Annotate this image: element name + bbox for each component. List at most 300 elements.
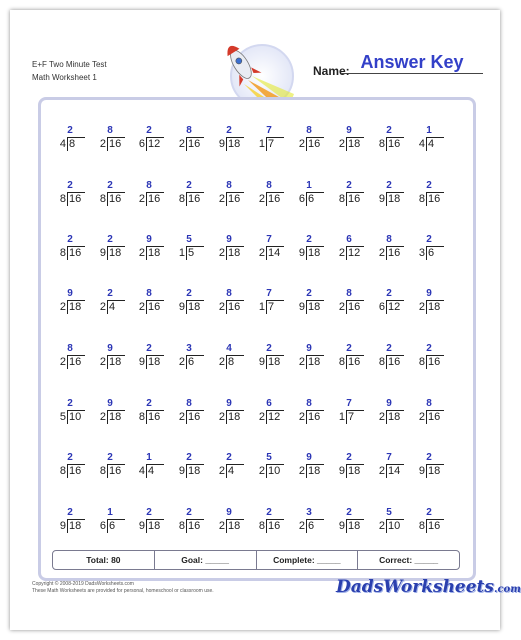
dividend: 18 bbox=[308, 301, 321, 313]
dividend: 16 bbox=[148, 411, 161, 423]
division-problem bbox=[329, 452, 369, 482]
logo-suffix: .com bbox=[493, 584, 521, 595]
dividend: 16 bbox=[428, 356, 441, 368]
dividend: 16 bbox=[69, 247, 82, 259]
divisor: 2 bbox=[298, 356, 305, 368]
division-problem bbox=[169, 452, 209, 482]
division-problem bbox=[129, 507, 169, 537]
complete-field: Complete: _____ bbox=[256, 551, 358, 569]
division-problem bbox=[369, 234, 409, 264]
divisor: 2 bbox=[99, 138, 106, 150]
dividend: 12 bbox=[388, 301, 401, 313]
divisor: 9 bbox=[178, 301, 185, 313]
divisor: 2 bbox=[338, 138, 345, 150]
quotient-answer: 2 bbox=[426, 180, 432, 191]
division-problem bbox=[409, 343, 449, 373]
division-problem bbox=[129, 343, 169, 373]
divisor: 4 bbox=[418, 138, 425, 150]
divisor: 6 bbox=[138, 138, 145, 150]
divisor: 9 bbox=[59, 520, 66, 532]
divisor: 2 bbox=[218, 411, 225, 423]
divisor: 8 bbox=[258, 520, 265, 532]
quotient-answer: 2 bbox=[426, 343, 432, 354]
name-line bbox=[341, 73, 483, 74]
quotient-answer: 2 bbox=[67, 452, 73, 463]
dividend: 18 bbox=[428, 301, 441, 313]
dividend: 16 bbox=[268, 520, 281, 532]
quotient-answer: 5 bbox=[186, 234, 192, 245]
divisor: 8 bbox=[178, 520, 185, 532]
divisor: 9 bbox=[218, 138, 225, 150]
dividend: 18 bbox=[348, 465, 361, 477]
divisor: 9 bbox=[378, 193, 385, 205]
divisor: 2 bbox=[258, 411, 265, 423]
quotient-answer: 2 bbox=[67, 507, 73, 518]
quotient-answer: 2 bbox=[226, 452, 232, 463]
division-problem bbox=[209, 125, 249, 155]
quotient-answer: 2 bbox=[146, 125, 152, 136]
dividend: 6 bbox=[428, 247, 435, 259]
dividend: 16 bbox=[109, 465, 122, 477]
division-problem bbox=[249, 507, 289, 537]
quotient-answer: 8 bbox=[346, 288, 352, 299]
dividend: 18 bbox=[148, 356, 161, 368]
quotient-answer: 8 bbox=[186, 398, 192, 409]
quotient-answer: 2 bbox=[426, 507, 432, 518]
dividend: 16 bbox=[188, 138, 201, 150]
usage-line: These Math Worksheets are provided for personal, homeschool or classroom use. bbox=[32, 588, 214, 594]
division-problem bbox=[329, 507, 369, 537]
quotient-answer: 7 bbox=[266, 288, 272, 299]
quotient-answer: 9 bbox=[146, 234, 152, 245]
dividend: 18 bbox=[348, 520, 361, 532]
dividend: 16 bbox=[69, 356, 82, 368]
division-problem bbox=[369, 180, 409, 210]
quotient-answer: 2 bbox=[226, 125, 232, 136]
division-problem bbox=[329, 343, 369, 373]
divisor: 9 bbox=[298, 301, 305, 313]
quotient-answer: 2 bbox=[186, 288, 192, 299]
division-problem bbox=[249, 180, 289, 210]
divisor: 9 bbox=[338, 465, 345, 477]
divisor: 9 bbox=[418, 465, 425, 477]
division-problem bbox=[209, 452, 249, 482]
quotient-answer: 8 bbox=[266, 180, 272, 191]
divisor: 8 bbox=[338, 356, 345, 368]
divisor: 2 bbox=[218, 193, 225, 205]
total-field: Total: 80 bbox=[86, 555, 121, 565]
divisor: 5 bbox=[59, 411, 66, 423]
division-problem bbox=[409, 452, 449, 482]
quotient-answer: 9 bbox=[426, 288, 432, 299]
divisor: 8 bbox=[59, 247, 66, 259]
divisor: 6 bbox=[378, 301, 385, 313]
dadsworksheets-logo bbox=[336, 577, 521, 597]
division-problem bbox=[369, 452, 409, 482]
dividend: 16 bbox=[268, 193, 281, 205]
division-problem bbox=[249, 288, 289, 318]
quotient-answer: 4 bbox=[226, 343, 232, 354]
dividend: 16 bbox=[308, 411, 321, 423]
dividend: 18 bbox=[308, 247, 321, 259]
quotient-answer: 2 bbox=[107, 234, 113, 245]
quotient-answer: 8 bbox=[226, 180, 232, 191]
division-problem bbox=[129, 398, 169, 428]
divisor: 4 bbox=[59, 138, 66, 150]
divisor: 9 bbox=[138, 356, 145, 368]
quotient-answer: 2 bbox=[266, 507, 272, 518]
quotient-answer: 2 bbox=[67, 125, 73, 136]
divisor: 2 bbox=[258, 193, 265, 205]
quotient-answer: 8 bbox=[306, 398, 312, 409]
dividend: 16 bbox=[69, 193, 82, 205]
divisor: 4 bbox=[138, 465, 145, 477]
divisor: 2 bbox=[298, 138, 305, 150]
division-problem bbox=[50, 398, 90, 428]
division-problem bbox=[289, 452, 329, 482]
quotient-answer: 2 bbox=[107, 180, 113, 191]
quotient-answer: 8 bbox=[386, 234, 392, 245]
division-problem bbox=[289, 125, 329, 155]
divisor: 2 bbox=[298, 465, 305, 477]
division-problem bbox=[90, 180, 130, 210]
dividend: 8 bbox=[228, 356, 235, 368]
division-problem bbox=[129, 125, 169, 155]
division-problem bbox=[50, 343, 90, 373]
quotient-answer: 7 bbox=[266, 234, 272, 245]
divisor: 8 bbox=[418, 520, 425, 532]
quotient-answer: 8 bbox=[146, 180, 152, 191]
dividend: 10 bbox=[69, 411, 82, 423]
dividend: 12 bbox=[268, 411, 281, 423]
divisor: 2 bbox=[338, 301, 345, 313]
dividend: 16 bbox=[348, 356, 361, 368]
dividend: 18 bbox=[109, 411, 122, 423]
division-problem bbox=[50, 452, 90, 482]
dividend: 18 bbox=[388, 411, 401, 423]
divisor: 9 bbox=[99, 247, 106, 259]
dividend: 18 bbox=[109, 356, 122, 368]
dividend: 4 bbox=[428, 138, 435, 150]
division-problem bbox=[329, 234, 369, 264]
divisor: 2 bbox=[218, 247, 225, 259]
quotient-answer: 8 bbox=[186, 125, 192, 136]
dividend: 16 bbox=[188, 411, 201, 423]
dividend: 4 bbox=[228, 465, 235, 477]
division-problem bbox=[209, 288, 249, 318]
division-problem bbox=[409, 234, 449, 264]
division-problem bbox=[129, 452, 169, 482]
divisor: 2 bbox=[338, 247, 345, 259]
division-problem bbox=[90, 288, 130, 318]
division-problem bbox=[289, 507, 329, 537]
quotient-answer: 1 bbox=[107, 507, 113, 518]
divisor: 2 bbox=[218, 356, 225, 368]
division-problem bbox=[249, 452, 289, 482]
dividend: 16 bbox=[148, 193, 161, 205]
dividend: 6 bbox=[308, 193, 315, 205]
quotient-answer: 2 bbox=[426, 234, 432, 245]
dividend: 18 bbox=[228, 247, 241, 259]
division-problem bbox=[369, 398, 409, 428]
division-problem bbox=[209, 180, 249, 210]
division-problem bbox=[249, 234, 289, 264]
divisor: 2 bbox=[218, 465, 225, 477]
divisor: 3 bbox=[418, 247, 425, 259]
divisor: 9 bbox=[258, 356, 265, 368]
quotient-answer: 8 bbox=[146, 288, 152, 299]
divisor: 2 bbox=[218, 301, 225, 313]
dividend: 16 bbox=[188, 520, 201, 532]
division-problem bbox=[289, 288, 329, 318]
division-problem bbox=[129, 180, 169, 210]
division-problem bbox=[249, 343, 289, 373]
quotient-answer: 8 bbox=[426, 398, 432, 409]
division-problem bbox=[169, 125, 209, 155]
quotient-answer: 5 bbox=[266, 452, 272, 463]
name-label: Name: bbox=[313, 64, 350, 78]
dividend: 4 bbox=[109, 301, 116, 313]
divisor: 8 bbox=[138, 411, 145, 423]
quotient-answer: 8 bbox=[306, 125, 312, 136]
division-problem bbox=[369, 343, 409, 373]
dividend: 5 bbox=[188, 247, 195, 259]
division-problem bbox=[409, 507, 449, 537]
divisor: 2 bbox=[138, 247, 145, 259]
divisor: 1 bbox=[338, 411, 345, 423]
divisor: 2 bbox=[178, 356, 185, 368]
score-bar bbox=[52, 550, 460, 570]
divisor: 1 bbox=[258, 138, 265, 150]
dividend: 18 bbox=[109, 247, 122, 259]
dividend: 18 bbox=[69, 520, 82, 532]
divisor: 8 bbox=[378, 138, 385, 150]
divisor: 8 bbox=[59, 465, 66, 477]
divisor: 2 bbox=[378, 465, 385, 477]
dividend: 16 bbox=[109, 193, 122, 205]
dividend: 6 bbox=[308, 520, 315, 532]
division-problem bbox=[249, 398, 289, 428]
quotient-answer: 9 bbox=[226, 507, 232, 518]
division-problem bbox=[409, 125, 449, 155]
dividend: 16 bbox=[388, 247, 401, 259]
dividend: 10 bbox=[268, 465, 281, 477]
quotient-answer: 1 bbox=[306, 180, 312, 191]
division-problem bbox=[369, 125, 409, 155]
quotient-answer: 2 bbox=[306, 234, 312, 245]
quotient-answer: 3 bbox=[186, 343, 192, 354]
division-problem bbox=[169, 288, 209, 318]
division-problem bbox=[90, 125, 130, 155]
division-problem bbox=[90, 398, 130, 428]
divisor: 2 bbox=[378, 411, 385, 423]
division-problem bbox=[209, 507, 249, 537]
quotient-answer: 7 bbox=[266, 125, 272, 136]
quotient-answer: 2 bbox=[346, 343, 352, 354]
division-problem bbox=[90, 507, 130, 537]
dividend: 16 bbox=[428, 520, 441, 532]
quotient-answer: 9 bbox=[226, 234, 232, 245]
quotient-answer: 8 bbox=[67, 343, 73, 354]
divisor: 2 bbox=[298, 411, 305, 423]
quotient-answer: 2 bbox=[346, 180, 352, 191]
quotient-answer: 9 bbox=[306, 452, 312, 463]
dividend: 18 bbox=[308, 356, 321, 368]
dividend: 16 bbox=[428, 411, 441, 423]
dividend: 16 bbox=[228, 301, 241, 313]
divisor: 2 bbox=[59, 356, 66, 368]
division-problem bbox=[169, 234, 209, 264]
divisor: 2 bbox=[258, 247, 265, 259]
quotient-answer: 9 bbox=[386, 398, 392, 409]
divisor: 8 bbox=[99, 465, 106, 477]
division-problem bbox=[90, 343, 130, 373]
dividend: 6 bbox=[109, 520, 116, 532]
dividend: 18 bbox=[148, 247, 161, 259]
dividend: 14 bbox=[388, 465, 401, 477]
divisor: 2 bbox=[138, 301, 145, 313]
dividend: 18 bbox=[388, 193, 401, 205]
division-problem bbox=[409, 288, 449, 318]
dividend: 12 bbox=[148, 138, 161, 150]
dividend: 18 bbox=[348, 138, 361, 150]
quotient-answer: 2 bbox=[346, 507, 352, 518]
divisor: 2 bbox=[378, 520, 385, 532]
dividend: 18 bbox=[69, 301, 82, 313]
divisor: 9 bbox=[338, 520, 345, 532]
quotient-answer: 2 bbox=[146, 398, 152, 409]
divisor: 8 bbox=[378, 356, 385, 368]
divisor: 1 bbox=[258, 301, 265, 313]
division-problem bbox=[409, 180, 449, 210]
dividend: 18 bbox=[188, 465, 201, 477]
logo-main: DadsWorksheets bbox=[336, 577, 494, 597]
quotient-answer: 2 bbox=[67, 398, 73, 409]
division-problem bbox=[409, 398, 449, 428]
division-problem bbox=[209, 398, 249, 428]
quotient-answer: 6 bbox=[346, 234, 352, 245]
divisor: 8 bbox=[418, 356, 425, 368]
division-problem bbox=[169, 343, 209, 373]
dividend: 16 bbox=[348, 301, 361, 313]
quotient-answer: 2 bbox=[426, 452, 432, 463]
division-problem bbox=[90, 234, 130, 264]
division-problem bbox=[209, 343, 249, 373]
worksheet-title bbox=[32, 58, 107, 84]
division-problem bbox=[369, 288, 409, 318]
dividend: 18 bbox=[148, 520, 161, 532]
quotient-answer: 6 bbox=[266, 398, 272, 409]
division-problem bbox=[209, 234, 249, 264]
dividend: 7 bbox=[268, 301, 275, 313]
division-problem bbox=[329, 398, 369, 428]
dividend: 7 bbox=[348, 411, 355, 423]
dividend: 8 bbox=[69, 138, 76, 150]
division-problem bbox=[129, 234, 169, 264]
quotient-answer: 2 bbox=[67, 180, 73, 191]
division-problem bbox=[50, 507, 90, 537]
dividend: 18 bbox=[268, 356, 281, 368]
divisor: 8 bbox=[59, 193, 66, 205]
divisor: 9 bbox=[178, 465, 185, 477]
quotient-answer: 2 bbox=[386, 125, 392, 136]
quotient-answer: 2 bbox=[346, 452, 352, 463]
title-line-1: E+F Two Minute Test bbox=[32, 60, 107, 69]
dividend: 18 bbox=[228, 520, 241, 532]
divisor: 2 bbox=[258, 465, 265, 477]
quotient-answer: 2 bbox=[386, 288, 392, 299]
divisor: 2 bbox=[418, 301, 425, 313]
quotient-answer: 2 bbox=[146, 507, 152, 518]
divisor: 8 bbox=[178, 193, 185, 205]
correct-field: Correct: _____ bbox=[357, 551, 459, 569]
division-problem bbox=[329, 180, 369, 210]
division-problem bbox=[169, 398, 209, 428]
quotient-answer: 2 bbox=[386, 343, 392, 354]
copyright-notice bbox=[32, 581, 214, 595]
division-problem bbox=[50, 288, 90, 318]
divisor: 9 bbox=[298, 247, 305, 259]
dividend: 10 bbox=[388, 520, 401, 532]
dividend: 16 bbox=[228, 193, 241, 205]
dividend: 6 bbox=[188, 356, 195, 368]
dividend: 16 bbox=[348, 193, 361, 205]
division-problem bbox=[50, 180, 90, 210]
dividend: 16 bbox=[69, 465, 82, 477]
copyright-line: Copyright © 2008-2019 DadsWorksheets.com bbox=[32, 581, 134, 587]
divisor: 2 bbox=[99, 301, 106, 313]
divisor: 6 bbox=[99, 520, 106, 532]
quotient-answer: 9 bbox=[107, 343, 113, 354]
division-problem bbox=[329, 288, 369, 318]
quotient-answer: 8 bbox=[226, 288, 232, 299]
quotient-answer: 2 bbox=[266, 343, 272, 354]
divisor: 2 bbox=[378, 247, 385, 259]
dividend: 16 bbox=[428, 193, 441, 205]
dividend: 18 bbox=[428, 465, 441, 477]
quotient-answer: 9 bbox=[67, 288, 73, 299]
divisor: 2 bbox=[178, 411, 185, 423]
quotient-answer: 2 bbox=[107, 288, 113, 299]
division-problem bbox=[169, 180, 209, 210]
divisor: 2 bbox=[298, 520, 305, 532]
divisor: 2 bbox=[178, 138, 185, 150]
quotient-answer: 2 bbox=[67, 234, 73, 245]
divisor: 8 bbox=[99, 193, 106, 205]
divisor: 9 bbox=[138, 520, 145, 532]
division-problem bbox=[289, 398, 329, 428]
quotient-answer: 1 bbox=[146, 452, 152, 463]
dividend: 14 bbox=[268, 247, 281, 259]
divisor: 2 bbox=[99, 411, 106, 423]
dividend: 16 bbox=[148, 301, 161, 313]
divisor: 2 bbox=[218, 520, 225, 532]
divisor: 2 bbox=[138, 193, 145, 205]
division-problem bbox=[90, 452, 130, 482]
goal-field: Goal: _____ bbox=[154, 551, 256, 569]
divisor: 8 bbox=[418, 193, 425, 205]
dividend: 16 bbox=[308, 138, 321, 150]
dividend: 16 bbox=[188, 193, 201, 205]
quotient-answer: 2 bbox=[306, 288, 312, 299]
dividend: 18 bbox=[228, 138, 241, 150]
dividend: 12 bbox=[348, 247, 361, 259]
quotient-answer: 3 bbox=[306, 507, 312, 518]
divisor: 6 bbox=[298, 193, 305, 205]
quotient-answer: 5 bbox=[386, 507, 392, 518]
divisor: 2 bbox=[99, 356, 106, 368]
quotient-answer: 2 bbox=[186, 180, 192, 191]
